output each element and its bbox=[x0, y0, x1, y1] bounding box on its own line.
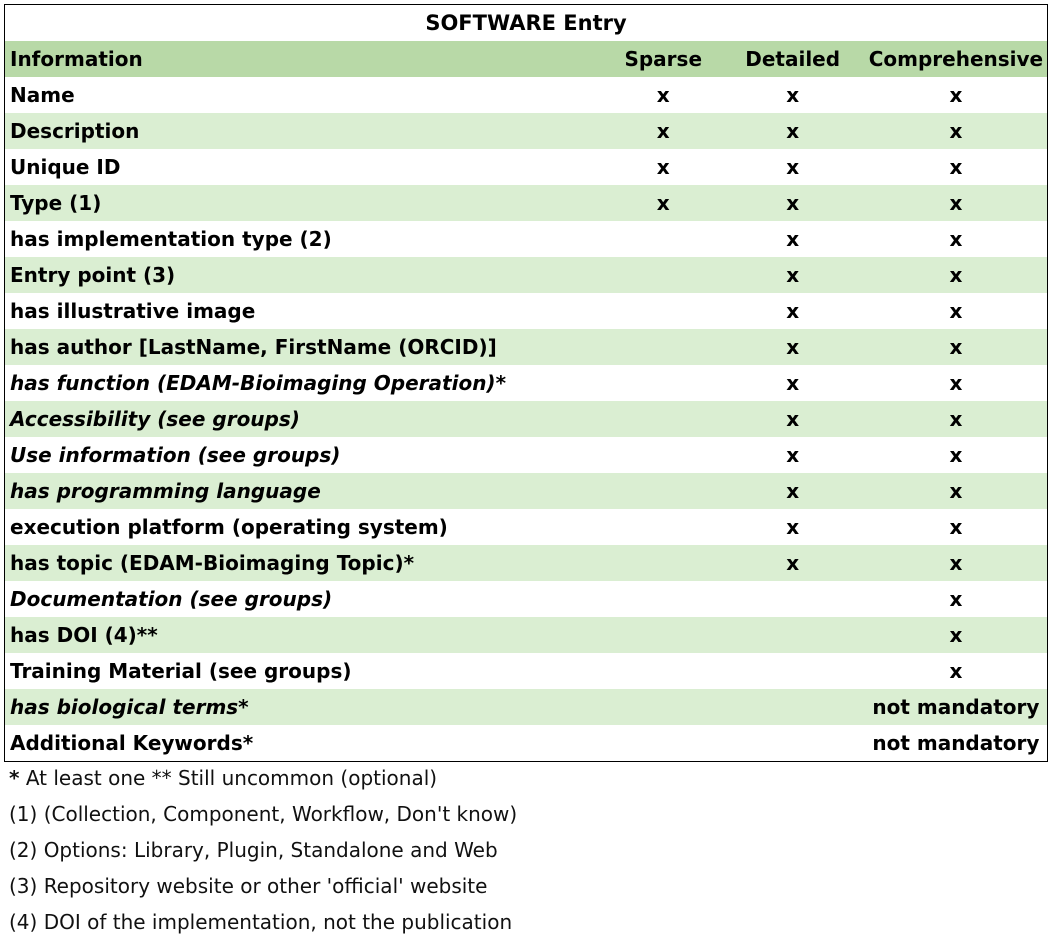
table-row bbox=[5, 401, 1047, 437]
table-row bbox=[5, 149, 1047, 185]
cell-comprehensive: x bbox=[949, 371, 963, 395]
cell-comprehensive: x bbox=[949, 191, 963, 215]
table-row bbox=[5, 725, 1047, 761]
row-label: Type (1) bbox=[10, 191, 102, 215]
table-row bbox=[5, 689, 1047, 725]
table-row bbox=[5, 257, 1047, 293]
cell-comprehensive: x bbox=[949, 335, 963, 359]
row-label: Description bbox=[10, 119, 140, 143]
row-label: has implementation type (2) bbox=[10, 227, 332, 251]
row-label: has function (EDAM-Bioimaging Operation)* bbox=[10, 371, 507, 395]
cell-comprehensive: x bbox=[949, 407, 963, 431]
footnote-type: (1) (Collection, Component, Workflow, Don't know) bbox=[9, 802, 518, 826]
table-row bbox=[5, 509, 1047, 545]
header-comprehensive: Comprehensive bbox=[868, 47, 1044, 71]
cell-comprehensive: x bbox=[949, 443, 963, 467]
table-row bbox=[5, 437, 1047, 473]
cell-sparse: x bbox=[656, 155, 670, 179]
cell-comprehensive: x bbox=[949, 587, 963, 611]
cell-comprehensive: x bbox=[949, 623, 963, 647]
cell-comprehensive: x bbox=[949, 479, 963, 503]
cell-sparse: x bbox=[656, 83, 670, 107]
cell-comprehensive: not mandatory bbox=[872, 731, 1040, 755]
cell-detailed: x bbox=[786, 551, 800, 575]
cell-detailed: x bbox=[786, 191, 800, 215]
row-label: execution platform (operating system) bbox=[10, 515, 448, 539]
row-label: Additional Keywords* bbox=[10, 731, 254, 755]
cell-comprehensive: x bbox=[949, 515, 963, 539]
table-row bbox=[5, 185, 1047, 221]
footnote-star: * bbox=[9, 766, 20, 790]
cell-detailed: x bbox=[786, 119, 800, 143]
table-row bbox=[5, 329, 1047, 365]
table-row bbox=[5, 617, 1047, 653]
cell-comprehensive: x bbox=[949, 551, 963, 575]
table-row bbox=[5, 77, 1047, 113]
cell-detailed: x bbox=[786, 83, 800, 107]
cell-comprehensive: not mandatory bbox=[872, 695, 1040, 719]
table-row bbox=[5, 653, 1047, 689]
cell-detailed: x bbox=[786, 371, 800, 395]
table-title: SOFTWARE Entry bbox=[5, 5, 1047, 41]
table-row bbox=[5, 365, 1047, 401]
row-label: Training Material (see groups) bbox=[10, 659, 352, 683]
header-sparse: Sparse bbox=[624, 47, 703, 71]
row-label: has topic (EDAM-Bioimaging Topic)* bbox=[10, 551, 415, 575]
table-row bbox=[5, 545, 1047, 581]
cell-detailed: x bbox=[786, 407, 800, 431]
table-row bbox=[5, 221, 1047, 257]
cell-detailed: x bbox=[786, 479, 800, 503]
cell-comprehensive: x bbox=[949, 227, 963, 251]
software-entry-table bbox=[4, 4, 1048, 762]
cell-detailed: x bbox=[786, 227, 800, 251]
cell-detailed: x bbox=[786, 299, 800, 323]
footnote-implementation-type: (2) Options: Library, Plugin, Standalone and Web bbox=[9, 838, 498, 862]
header-detailed: Detailed bbox=[745, 47, 841, 71]
row-label: Name bbox=[10, 83, 75, 107]
cell-comprehensive: x bbox=[949, 263, 963, 287]
row-label: Documentation (see groups) bbox=[10, 587, 333, 611]
table-row bbox=[5, 473, 1047, 509]
footnote-doi: (4) DOI of the implementation, not the publication bbox=[9, 910, 513, 934]
cell-comprehensive: x bbox=[949, 119, 963, 143]
row-label: has DOI (4)** bbox=[10, 623, 158, 647]
cell-detailed: x bbox=[786, 155, 800, 179]
row-label: has author [LastName, FirstName (ORCID)] bbox=[10, 335, 497, 359]
cell-comprehensive: x bbox=[949, 83, 963, 107]
header-information: Information bbox=[10, 47, 143, 71]
cell-detailed: x bbox=[786, 263, 800, 287]
cell-detailed: x bbox=[786, 443, 800, 467]
cell-detailed: x bbox=[786, 515, 800, 539]
table-header-row bbox=[5, 41, 1047, 77]
footnote-text: At least one ** Still uncommon (optional) bbox=[19, 766, 438, 790]
cell-detailed: x bbox=[786, 335, 800, 359]
row-label: has biological terms* bbox=[10, 695, 249, 719]
row-label: has illustrative image bbox=[10, 299, 256, 323]
row-label: Unique ID bbox=[10, 155, 121, 179]
cell-sparse: x bbox=[656, 191, 670, 215]
footnote-entry-point: (3) Repository website or other 'official' website bbox=[9, 874, 488, 898]
cell-sparse: x bbox=[656, 119, 670, 143]
row-label: Accessibility (see groups) bbox=[10, 407, 300, 431]
table-row bbox=[5, 293, 1047, 329]
footnote-mandatory bbox=[9, 766, 437, 790]
cell-comprehensive: x bbox=[949, 659, 963, 683]
row-label: Use information (see groups) bbox=[10, 443, 341, 467]
row-label: Entry point (3) bbox=[10, 263, 176, 287]
table-row bbox=[5, 581, 1047, 617]
cell-comprehensive: x bbox=[949, 155, 963, 179]
row-label: has programming language bbox=[10, 479, 321, 503]
cell-comprehensive: x bbox=[949, 299, 963, 323]
table-row bbox=[5, 113, 1047, 149]
